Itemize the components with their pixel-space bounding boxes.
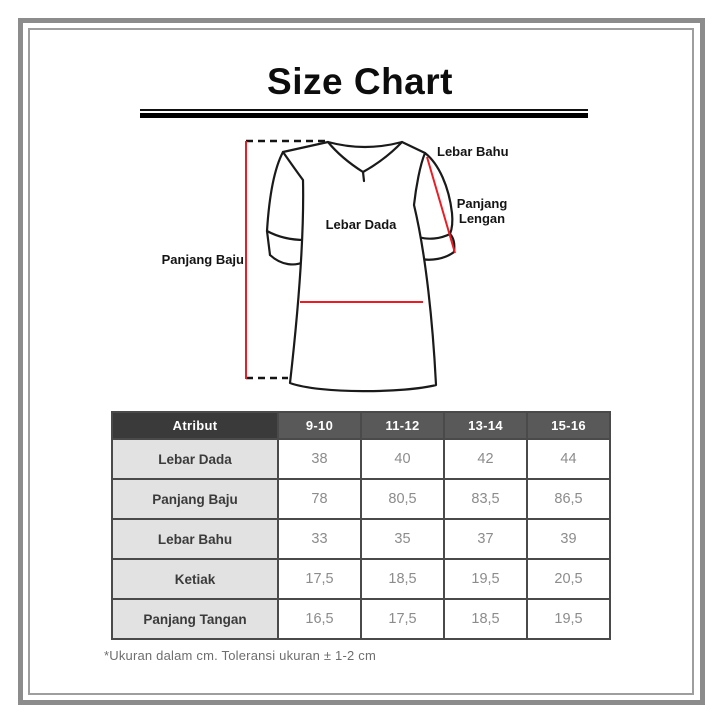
table-header-row	[112, 412, 610, 439]
column-header-15-16: 15-16	[527, 412, 610, 439]
label-panjang-lengan-line1: Panjang	[456, 196, 508, 211]
table-cell: 78	[278, 479, 361, 519]
label-lebar-bahu: Lebar Bahu	[437, 144, 509, 159]
table-cell: 20,5	[527, 559, 610, 599]
table-row	[112, 439, 610, 479]
shirt-diagram	[160, 125, 560, 410]
table-cell: 39	[527, 519, 610, 559]
table-row	[112, 559, 610, 599]
table-cell: 44	[527, 439, 610, 479]
table-cell: 37	[444, 519, 527, 559]
row-label: Lebar Bahu	[112, 519, 278, 559]
table-row	[112, 599, 610, 639]
table-cell: 17,5	[361, 599, 444, 639]
table-cell: 18,5	[444, 599, 527, 639]
page-title: Size Chart	[267, 61, 453, 102]
measurement-footnote: *Ukuran dalam cm. Toleransi ukuran ± 1-2 cm	[104, 648, 376, 663]
label-lebar-dada: Lebar Dada	[325, 217, 397, 232]
row-label: Panjang Baju	[112, 479, 278, 519]
table-cell: 42	[444, 439, 527, 479]
table-row	[112, 519, 610, 559]
size-chart-table	[111, 411, 611, 640]
table-cell: 18,5	[361, 559, 444, 599]
row-label: Panjang Tangan	[112, 599, 278, 639]
label-panjang-lengan-line2: Lengan	[458, 211, 506, 226]
table-row	[112, 479, 610, 519]
table-cell: 40	[361, 439, 444, 479]
column-header-atribut: Atribut	[112, 412, 278, 439]
table-cell: 38	[278, 439, 361, 479]
row-label: Lebar Dada	[112, 439, 278, 479]
table-cell: 19,5	[527, 599, 610, 639]
label-panjang-baju: Panjang Baju	[161, 252, 244, 267]
column-header-9-10: 9-10	[278, 412, 361, 439]
table-cell: 17,5	[278, 559, 361, 599]
table-cell: 86,5	[527, 479, 610, 519]
column-header-11-12: 11-12	[361, 412, 444, 439]
table-cell: 16,5	[278, 599, 361, 639]
row-label: Ketiak	[112, 559, 278, 599]
column-header-13-14: 13-14	[444, 412, 527, 439]
table-cell: 33	[278, 519, 361, 559]
shirt-body	[283, 142, 436, 391]
title-underline	[140, 109, 588, 118]
table-cell: 80,5	[361, 479, 444, 519]
table-cell: 83,5	[444, 479, 527, 519]
label-panjang-lengan	[447, 196, 517, 226]
table-cell: 19,5	[444, 559, 527, 599]
table-cell: 35	[361, 519, 444, 559]
